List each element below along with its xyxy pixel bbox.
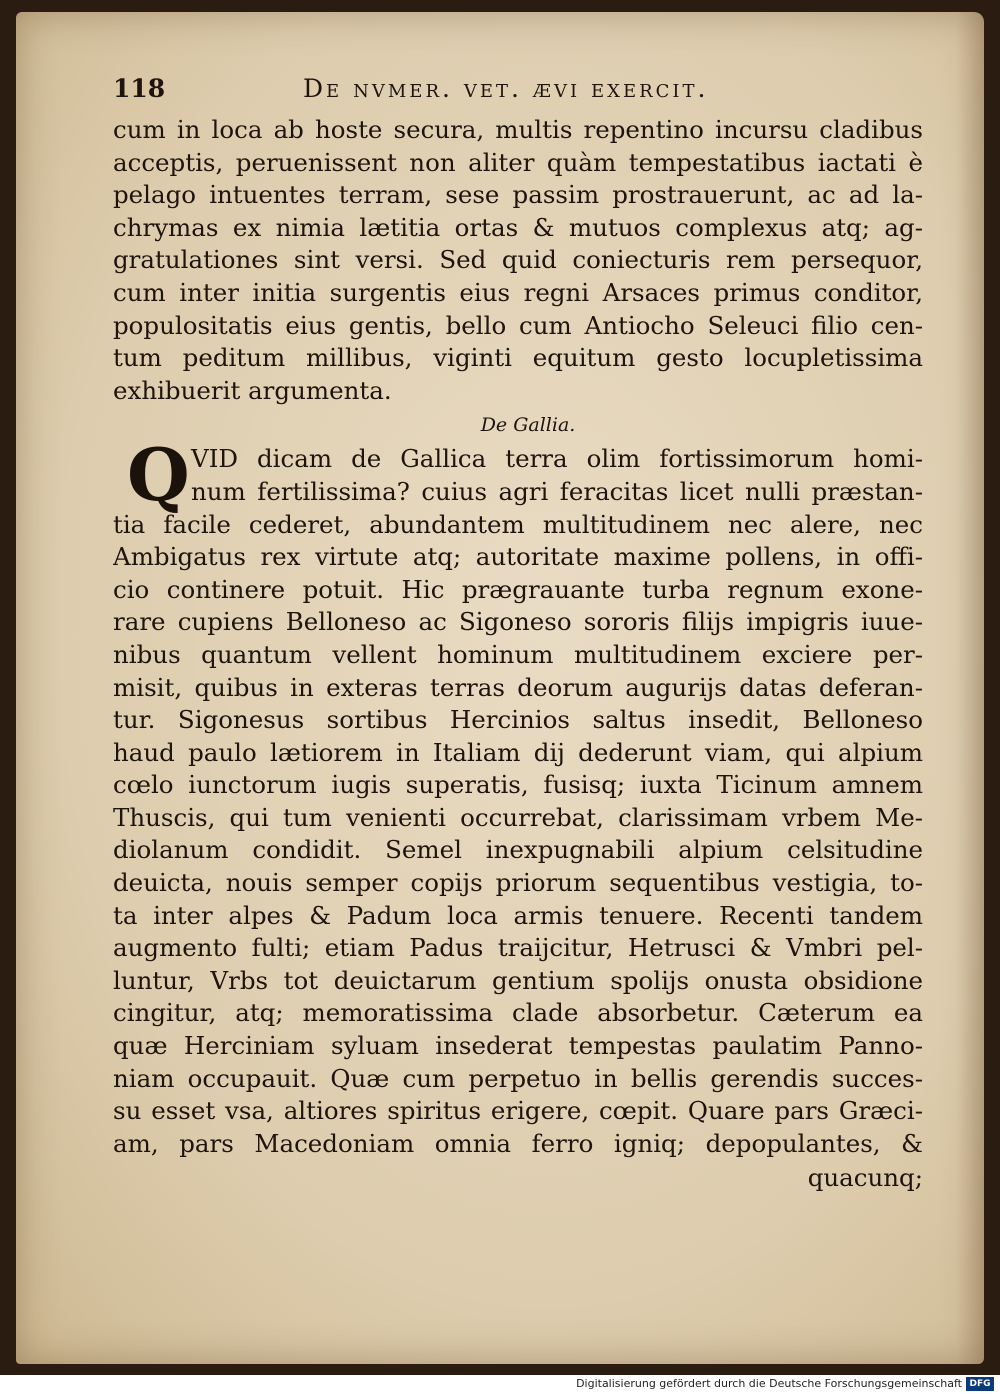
drop-cap-initial: Q: [127, 432, 190, 518]
page-edge-shadow: [956, 12, 984, 1364]
digitization-footer: [0, 1375, 1000, 1394]
text-line: cum in loca ab hoste secura, multis repentino incursu cladibus: [113, 115, 923, 144]
text-line: am, pars Macedoniam omnia ferro igniq; depopulantes, &: [113, 1128, 923, 1158]
text-line: Ambigatus rex virtute atq; autoritate maxime pollens, in offi-: [113, 542, 923, 572]
text-line: tia facile cederet, abundantem multitudinem nec alere, nec: [113, 509, 923, 539]
text-line: cum inter initia surgentis eius regni Arsaces primus conditor,: [113, 277, 923, 307]
text-line: ta inter alpes & Padum loca armis tenuere. Recenti tandem: [113, 900, 923, 930]
text-line: rare cupiens Belloneso ac Sigoneso sororis filijs impigris iuue-: [113, 607, 923, 637]
text-line: gratulationes sint versi. Sed quid coniecturis rem persequor,: [113, 245, 923, 275]
text-line: diolanum condidit. Semel inexpugnabili alpium celsitudine: [113, 835, 923, 865]
text-line: Thuscis, qui tum venienti occurrebat, clarissimam vrbem Me-: [113, 802, 923, 832]
text-line: tur. Sigonesus sortibus Hercinios saltus insedit, Belloneso: [113, 705, 923, 735]
text-line: exhibuerit argumenta.: [113, 375, 392, 405]
page-number: 118: [113, 74, 166, 103]
text-line: populositatis eius gentis, bello cum Antiocho Seleuci filio cen-: [113, 310, 923, 340]
text-line: chrymas ex nimia lætitia ortas & mutuos complexus atq; ag-: [113, 212, 923, 242]
text-line: luntur, Vrbs tot deuictarum gentium spolijs onusta obsidione: [113, 965, 923, 995]
catchword: quacunq;: [807, 1163, 923, 1193]
dfg-logo: DFG: [966, 1377, 994, 1391]
text-line: su esset vsa, altiores spiritus erigere, cœpit. Quare pars Græci-: [113, 1096, 923, 1126]
text-line: deuicta, nouis semper copijs priorum sequentibus vestigia, to-: [113, 868, 923, 898]
text-line: nibus quantum vellent hominum multitudinem exciere per-: [113, 639, 923, 669]
text-line: pelago intuentes terram, sese passim prostrauerunt, ac ad la-: [113, 180, 923, 210]
text-line: cio continere potuit. Hic prægrauante turba regnum exone-: [113, 574, 923, 604]
running-head: De nvmer. vet. ævi exercit.: [303, 74, 709, 103]
page-header: [113, 74, 923, 114]
footer-credit: Digitalisierung gefördert durch die Deutsche Forschungsgemeinschaft: [576, 1377, 962, 1390]
text-line: haud paulo lætiorem in Italiam dij dederunt viam, qui alpium: [113, 737, 923, 767]
text-line: cœlo iunctorum iugis superatis, fusisq; iuxta Ticinum amnem: [113, 770, 923, 800]
text-line: augmento fulti; etiam Padus traijcitur, Hetrusci & Vmbri pel-: [113, 933, 923, 963]
text-line: VID dicam de Gallica terra olim fortissimorum homi-: [191, 444, 923, 474]
text-line: cingitur, atq; memoratissima clade absorbetur. Cæterum ea: [113, 998, 923, 1028]
text-line: acceptis, peruenissent non aliter quàm tempestatibus iactati è: [113, 147, 923, 177]
text-line: num fertilissima? cuius agri feracitas licet nulli præstan-: [191, 476, 923, 506]
text-block: [113, 74, 923, 1196]
text-line: quæ Herciniam syluam insederat tempestas paulatim Panno-: [113, 1031, 923, 1061]
text-line: tum peditum millibus, viginti equitum gesto locupletissima: [113, 343, 923, 373]
text-line: niam occupauit. Quæ cum perpetuo in bellis gerendis succes-: [113, 1063, 923, 1093]
paragraph-2: [113, 432, 923, 1160]
section-heading: De Gallia.: [480, 414, 576, 437]
text-line: misit, quibus in exteras terras deorum augurijs datas deferan-: [113, 672, 923, 702]
paragraph-1: [113, 114, 923, 407]
